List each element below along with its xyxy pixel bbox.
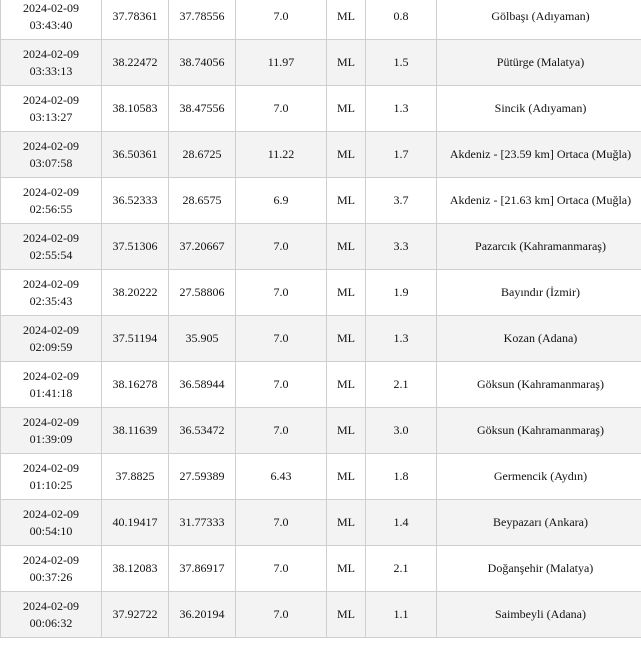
magnitude-cell: 3.7	[366, 178, 437, 224]
datetime-cell	[1, 454, 102, 500]
date-text: 2024-02-09	[23, 0, 79, 15]
datetime-cell	[1, 270, 102, 316]
depth-cell: 7.0	[236, 592, 327, 638]
magnitude-cell: 1.1	[366, 592, 437, 638]
date-text: 2024-02-09	[23, 598, 79, 613]
table-row[interactable]	[1, 454, 641, 500]
magnitude-cell: 3.3	[366, 224, 437, 270]
magnitude-type-cell: ML	[327, 546, 366, 592]
date-text: 2024-02-09	[23, 184, 79, 199]
magnitude-cell: 1.3	[366, 86, 437, 132]
latitude-cell: 37.92722	[102, 592, 169, 638]
latitude-cell: 36.52333	[102, 178, 169, 224]
table-row[interactable]	[1, 362, 641, 408]
table-row[interactable]	[1, 0, 641, 40]
datetime-cell	[1, 224, 102, 270]
magnitude-type-cell: ML	[327, 86, 366, 132]
magnitude-cell: 1.3	[366, 316, 437, 362]
latitude-cell: 37.8825	[102, 454, 169, 500]
date-text: 2024-02-09	[23, 46, 79, 61]
location-cell: Akdeniz - [21.63 km] Ortaca (Muğla)	[437, 178, 641, 224]
table-row[interactable]	[1, 132, 641, 178]
location-cell: Kozan (Adana)	[437, 316, 641, 362]
time-text: 03:43:40	[29, 17, 73, 32]
time-text: 03:07:58	[29, 155, 73, 170]
time-text: 02:55:54	[29, 247, 73, 262]
longitude-cell: 28.6575	[169, 178, 236, 224]
datetime-cell	[1, 40, 102, 86]
depth-cell: 7.0	[236, 270, 327, 316]
magnitude-cell: 1.7	[366, 132, 437, 178]
table-row[interactable]	[1, 316, 641, 362]
latitude-cell: 38.10583	[102, 86, 169, 132]
time-text: 03:33:13	[29, 63, 73, 78]
magnitude-type-cell: ML	[327, 224, 366, 270]
magnitude-type-cell: ML	[327, 40, 366, 86]
longitude-cell: 28.6725	[169, 132, 236, 178]
location-cell: Germencik (Aydın)	[437, 454, 641, 500]
location-cell: Pazarcık (Kahramanmaraş)	[437, 224, 641, 270]
table-row[interactable]	[1, 270, 641, 316]
magnitude-cell: 2.1	[366, 362, 437, 408]
depth-cell: 7.0	[236, 224, 327, 270]
time-text: 00:06:32	[29, 615, 73, 630]
table-row[interactable]	[1, 500, 641, 546]
longitude-cell: 38.74056	[169, 40, 236, 86]
location-cell: Doğanşehir (Malatya)	[437, 546, 641, 592]
date-text: 2024-02-09	[23, 92, 79, 107]
table-row[interactable]	[1, 546, 641, 592]
magnitude-cell: 3.0	[366, 408, 437, 454]
datetime-cell	[1, 86, 102, 132]
time-text: 02:35:43	[29, 293, 73, 308]
magnitude-type-cell: ML	[327, 178, 366, 224]
longitude-cell: 36.20194	[169, 592, 236, 638]
date-text: 2024-02-09	[23, 414, 79, 429]
location-cell: Gölbaşı (Adıyaman)	[437, 0, 641, 40]
magnitude-cell: 2.1	[366, 546, 437, 592]
time-text: 02:56:55	[29, 201, 73, 216]
datetime-cell	[1, 316, 102, 362]
longitude-cell: 27.58806	[169, 270, 236, 316]
location-cell: Sincik (Adıyaman)	[437, 86, 641, 132]
date-text: 2024-02-09	[23, 552, 79, 567]
magnitude-type-cell: ML	[327, 316, 366, 362]
time-text: 01:39:09	[29, 431, 73, 446]
datetime-cell	[1, 592, 102, 638]
depth-cell: 7.0	[236, 362, 327, 408]
depth-cell: 7.0	[236, 546, 327, 592]
date-text: 2024-02-09	[23, 506, 79, 521]
latitude-cell: 38.22472	[102, 40, 169, 86]
magnitude-type-cell: ML	[327, 454, 366, 500]
depth-cell: 7.0	[236, 500, 327, 546]
earthquake-table-body	[1, 0, 641, 638]
datetime-cell	[1, 132, 102, 178]
depth-cell: 6.43	[236, 454, 327, 500]
magnitude-type-cell: ML	[327, 500, 366, 546]
depth-cell: 11.97	[236, 40, 327, 86]
magnitude-type-cell: ML	[327, 0, 366, 40]
longitude-cell: 37.86917	[169, 546, 236, 592]
magnitude-type-cell: ML	[327, 362, 366, 408]
longitude-cell: 36.58944	[169, 362, 236, 408]
time-text: 03:13:27	[29, 109, 73, 124]
location-cell: Bayındır (İzmir)	[437, 270, 641, 316]
location-cell: Göksun (Kahramanmaraş)	[437, 362, 641, 408]
magnitude-cell: 1.5	[366, 40, 437, 86]
latitude-cell: 37.51194	[102, 316, 169, 362]
datetime-cell	[1, 178, 102, 224]
datetime-cell	[1, 0, 102, 40]
table-row[interactable]	[1, 224, 641, 270]
datetime-cell	[1, 408, 102, 454]
longitude-cell: 37.78556	[169, 0, 236, 40]
datetime-cell	[1, 362, 102, 408]
location-cell: Göksun (Kahramanmaraş)	[437, 408, 641, 454]
depth-cell: 6.9	[236, 178, 327, 224]
datetime-cell	[1, 500, 102, 546]
time-text: 00:37:26	[29, 569, 73, 584]
time-text: 02:09:59	[29, 339, 73, 354]
latitude-cell: 38.11639	[102, 408, 169, 454]
table-row[interactable]	[1, 86, 641, 132]
latitude-cell: 36.50361	[102, 132, 169, 178]
table-row[interactable]	[1, 592, 641, 638]
magnitude-cell: 1.9	[366, 270, 437, 316]
latitude-cell: 40.19417	[102, 500, 169, 546]
date-text: 2024-02-09	[23, 368, 79, 383]
date-text: 2024-02-09	[23, 230, 79, 245]
time-text: 00:54:10	[29, 523, 73, 538]
depth-cell: 7.0	[236, 86, 327, 132]
location-cell: Akdeniz - [23.59 km] Ortaca (Muğla)	[437, 132, 641, 178]
table-row[interactable]	[1, 408, 641, 454]
longitude-cell: 38.47556	[169, 86, 236, 132]
depth-cell: 11.22	[236, 132, 327, 178]
latitude-cell: 38.16278	[102, 362, 169, 408]
longitude-cell: 37.20667	[169, 224, 236, 270]
magnitude-cell: 1.8	[366, 454, 437, 500]
location-cell: Pütürge (Malatya)	[437, 40, 641, 86]
longitude-cell: 35.905	[169, 316, 236, 362]
longitude-cell: 36.53472	[169, 408, 236, 454]
datetime-cell	[1, 546, 102, 592]
table-row[interactable]	[1, 178, 641, 224]
latitude-cell: 38.20222	[102, 270, 169, 316]
longitude-cell: 31.77333	[169, 500, 236, 546]
time-text: 01:41:18	[29, 385, 73, 400]
magnitude-type-cell: ML	[327, 408, 366, 454]
latitude-cell: 38.12083	[102, 546, 169, 592]
depth-cell: 7.0	[236, 408, 327, 454]
table-row[interactable]	[1, 40, 641, 86]
time-text: 01:10:25	[29, 477, 73, 492]
longitude-cell: 27.59389	[169, 454, 236, 500]
location-cell: Saimbeyli (Adana)	[437, 592, 641, 638]
latitude-cell: 37.78361	[102, 0, 169, 40]
location-cell: Beypazarı (Ankara)	[437, 500, 641, 546]
date-text: 2024-02-09	[23, 460, 79, 475]
depth-cell: 7.0	[236, 316, 327, 362]
latitude-cell: 37.51306	[102, 224, 169, 270]
date-text: 2024-02-09	[23, 138, 79, 153]
magnitude-cell: 0.8	[366, 0, 437, 40]
date-text: 2024-02-09	[23, 322, 79, 337]
magnitude-type-cell: ML	[327, 270, 366, 316]
magnitude-type-cell: ML	[327, 132, 366, 178]
date-text: 2024-02-09	[23, 276, 79, 291]
magnitude-type-cell: ML	[327, 592, 366, 638]
magnitude-cell: 1.4	[366, 500, 437, 546]
depth-cell: 7.0	[236, 0, 327, 40]
